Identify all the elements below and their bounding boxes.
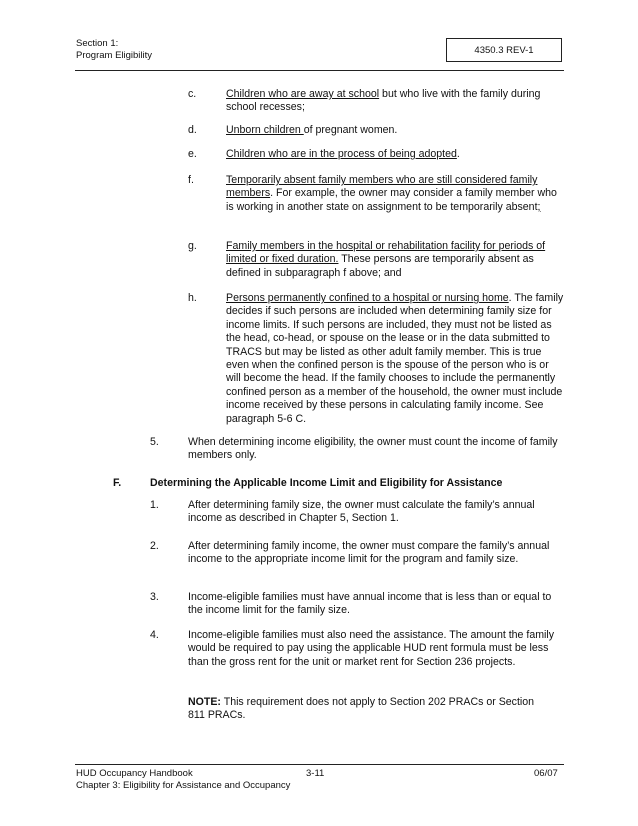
document-number-box	[446, 38, 562, 62]
item-text: Children who are in the process of being adopted.	[226, 148, 460, 160]
heading-text: Determining the Applicable Income Limit and Eligibility for Assistance	[150, 477, 503, 489]
running-header	[76, 38, 152, 62]
note-text: NOTE: This requirement does not apply to Section 202 PRACs or Section 811 PRACs.	[188, 696, 535, 722]
item-text: When determining income eligibility, the owner must count the income of family members only.	[188, 436, 558, 462]
section-title: Program Eligibility	[76, 50, 153, 61]
item-label: e.	[188, 148, 197, 160]
item-label: h.	[188, 292, 197, 304]
section-number: Section 1:	[76, 38, 119, 49]
item-text: Income-eligible families must also need the assistance. The amount the family would be required to pay using the applicable HUD rent formula must be less than the gross rent for the unit or market rent for Section 236 projects.	[188, 629, 555, 668]
page-number: 3-11	[306, 768, 325, 779]
item-label: c.	[188, 88, 197, 100]
item-label: 3.	[150, 591, 159, 603]
item-label: 2.	[150, 540, 159, 552]
item-label: f.	[188, 174, 194, 186]
heading-label: F.	[113, 477, 122, 489]
item-text: Income-eligible families must have annual income that is less than or equal to the income limit for the family size.	[188, 591, 552, 617]
footer-left	[76, 768, 290, 792]
item-text: After determining family income, the owner must compare the family’s annual income to the appropriate income limit for the program and family size.	[188, 540, 550, 566]
header-rule	[75, 70, 564, 71]
item-text: Family members in the hospital or rehabilitation facility for periods of limited or fixed duration. These persons are temporarily absent as defined in subparagraph f above; and	[226, 240, 546, 279]
item-text: Persons permanently confined to a hospital or nursing home. The family decides if such persons are included when determining family size for income limits. If such persons are included, they must not be listed as the head, co-head, or spouse on the lease or in the data submitted to TRACS but may be listed as other adult family member. This is true even when the confined person is the spouse of the person who is or will become the head. If the family chooses to include the permanently confined person as a member of the household, the owner must include income received by these persons in calculating family income. See paragraph 5-6 C.	[226, 292, 564, 425]
document-number: 4350.3 REV-1	[474, 44, 534, 56]
item-text: Unborn children of pregnant women.	[226, 124, 398, 136]
item-label: d.	[188, 124, 197, 136]
item-label: g.	[188, 240, 197, 252]
chapter-title: Chapter 3: Eligibility for Assistance and Occupancy	[76, 780, 291, 791]
handbook-title: HUD Occupancy Handbook	[76, 768, 193, 779]
footer-date: 06/07	[534, 768, 558, 779]
item-text: Temporarily absent family members who are still considered family members. For example, the owner may consider a family member who is working in another state on assignment to be temporarily absent;	[226, 174, 557, 213]
footer-rule	[75, 764, 564, 765]
item-text: After determining family size, the owner must calculate the family’s annual income as described in Chapter 5, Section 1.	[188, 499, 535, 525]
item-label: 5.	[150, 436, 159, 448]
note-label: NOTE:	[188, 696, 221, 708]
item-label: 1.	[150, 499, 159, 511]
item-label: 4.	[150, 629, 159, 641]
item-text: Children who are away at school but who live with the family during school recesses;	[226, 88, 541, 114]
